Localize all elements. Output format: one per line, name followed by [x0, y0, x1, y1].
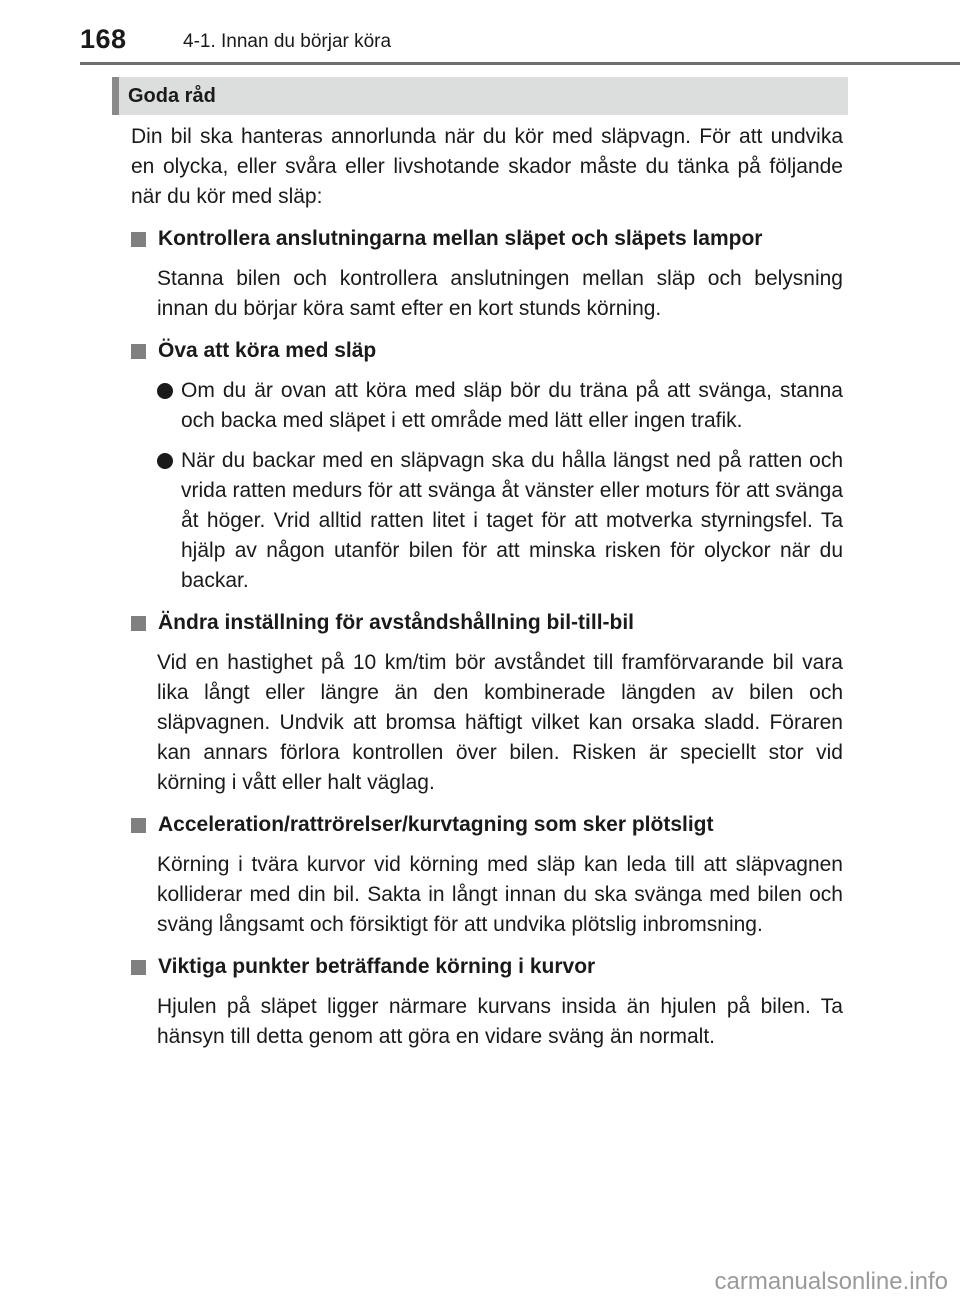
tip-box: [112, 77, 848, 115]
section-heading-text: Acceleration/rattrörelser/kurvtagning som sker plötsligt: [158, 813, 714, 836]
section-heading: [131, 336, 843, 366]
section-body: Vid en hastighet på 10 km/tim bör avståndet till framförvarande bil vara lika långt eller längre än den kombinerade längden av bilen och släpvagnen. Undvik att bromsa häftigt vilket kan orsaka sladd. Föraren kan annars förlora kontrollen över bilen. Risken är speciellt stor vid körning i vått eller halt väglag.: [157, 651, 843, 794]
section-heading: [131, 810, 843, 840]
intro-paragraph: Din bil ska hanteras annorlunda när du kör med släpvagn. För att undvika en olycka, eller svåra eller livshotande skador måste du tänka på följande när du kör med släp:: [131, 125, 843, 208]
page-number: 168: [80, 24, 127, 54]
section-heading: [131, 608, 843, 638]
square-bullet-icon: [131, 616, 146, 631]
watermark: carmanualsonline.info: [714, 1268, 948, 1295]
main-content: [131, 122, 843, 1064]
section-heading-text: Öva att köra med släp: [158, 339, 377, 362]
section-heading: [131, 224, 843, 254]
bullet-text: Om du är ovan att köra med släp bör du träna på att svänga, stanna och backa med släpet i ett område med lätt eller ingen trafik.: [181, 379, 843, 432]
square-bullet-icon: [131, 960, 146, 975]
section-heading: [131, 952, 843, 982]
section-title: 4-1. Innan du börjar köra: [183, 31, 392, 52]
header-rule: [80, 62, 960, 65]
square-bullet-icon: [131, 818, 146, 833]
bullet-item: [131, 446, 843, 596]
page-header: [80, 18, 960, 62]
section-body: Körning i tvära kurvor vid körning med släp kan leda till att släpvagnen kolliderar med din bil. Sakta in långt innan du ska svänga med bilen och sväng långsamt och försiktigt för att undvika plötslig inbromsning.: [157, 853, 843, 936]
bullet-text: När du backar med en släpvagn ska du hålla längst ned på ratten och vrida ratten medurs för att svänga åt vänster eller moturs för att svänga åt höger. Vrid alltid ratten litet i taget för att motverka styrningsfel. Ta hjälp av någon utanför bilen för att minska risken för olyckor när du backar.: [181, 449, 843, 592]
square-bullet-icon: [131, 232, 146, 247]
section-body: Hjulen på släpet ligger närmare kurvans insida än hjulen på bilen. Ta hänsyn till detta genom att göra en vidare sväng än normalt.: [157, 995, 843, 1048]
section-body: Stanna bilen och kontrollera anslutningen mellan släp och belysning innan du börjar köra samt efter en kort stunds körning.: [157, 267, 843, 320]
round-bullet-icon: [157, 453, 173, 469]
bullet-item: [131, 376, 843, 436]
square-bullet-icon: [131, 344, 146, 359]
section-heading-text: Viktiga punkter beträffande körning i kurvor: [158, 955, 596, 978]
section-heading-text: Kontrollera anslutningarna mellan släpet och släpets lampor: [158, 227, 763, 250]
round-bullet-icon: [157, 383, 173, 399]
section-heading-text: Ändra inställning för avståndshållning bil-till-bil: [158, 611, 635, 634]
tip-box-title: Goda råd: [128, 85, 216, 107]
